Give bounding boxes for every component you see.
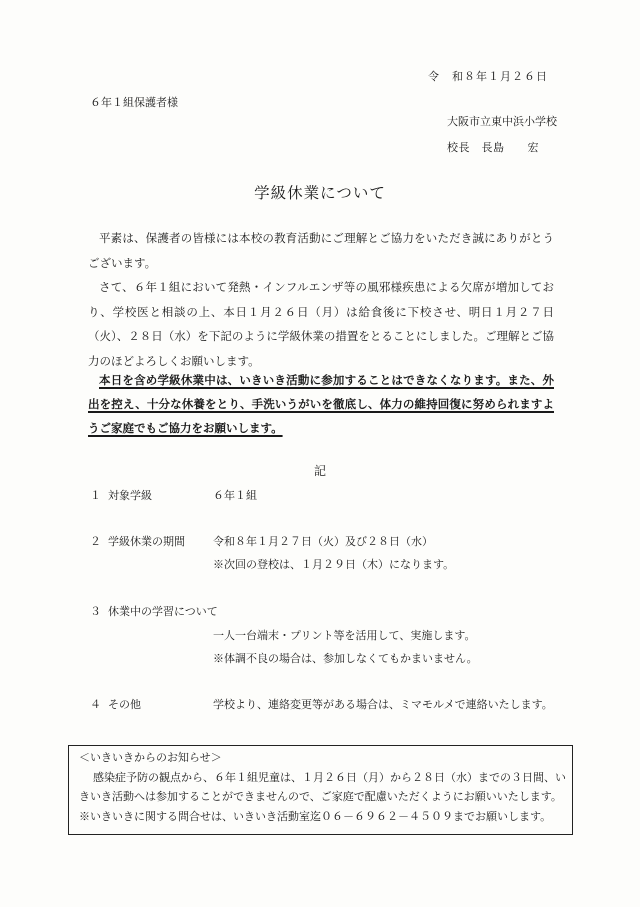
item-value: 学校より、連絡変更等がある場合は、ミマモルメで連絡いたします。 bbox=[213, 698, 553, 711]
item-value: ６年１組 bbox=[213, 489, 257, 502]
item-note: ※次回の登校は、１月２９日（木）になります。 bbox=[213, 558, 455, 571]
notice-contact-line: ※いきいきに関する問合せは、いきいき活動室迄０６－６９６２－４５０９までお願いします。 bbox=[79, 809, 552, 823]
item-label: 対象学級 bbox=[108, 489, 152, 502]
item-label: 休業中の学習について bbox=[108, 605, 218, 618]
item-label: その他 bbox=[108, 698, 141, 711]
notice-line: 感染症予防の観点から、６年１組児童は、１月２６日（月）から２８日（水）までの３日間、い bbox=[93, 770, 566, 784]
recipient: ６年１組保護者様 bbox=[90, 96, 178, 109]
important-notice-text: 本日を含め学級休業中は、いきいき活動に参加することはできなくなります。また、外出を控え、十分な休養をとり、手洗いうがいを徹底し、体力の維持回復に努められますようご家庭でもご協力をお願いします。 bbox=[88, 373, 554, 435]
principal-name: 校長 長島 宏 bbox=[447, 141, 539, 154]
page-title: 学級休業について bbox=[254, 184, 386, 202]
item-number: １ bbox=[90, 489, 101, 502]
item-number: ２ bbox=[90, 535, 101, 548]
ki-heading: 記 bbox=[313, 464, 326, 478]
ikiiki-notice-box bbox=[68, 745, 573, 835]
important-notice-paragraph bbox=[88, 368, 554, 440]
notice-line: きいき活動へは参加することができませんので、ご家庭で配慮いただくようにお願いいたします。 bbox=[79, 790, 562, 803]
item-note: ※体調不良の場合は、参加しなくてもかまいません。 bbox=[213, 652, 478, 665]
greeting-paragraph: 平素は、保護者の皆様には本校の教育活動にご理解とご協力をいただき誠にありがとうございます。 bbox=[88, 231, 554, 270]
document-date: 令 和８年１月２６日 bbox=[428, 70, 548, 83]
school-name: 大阪市立東中浜小学校 bbox=[447, 115, 557, 128]
item-value: 一人一台端末・プリント等を活用して、実施します。 bbox=[213, 629, 476, 642]
item-value: 令和８年１月２７日（火）及び２８日（水） bbox=[213, 535, 433, 548]
announcement-paragraph: さて、６年１組において発熱・インフルエンザ等の風邪様疾患による欠席が増加しており、学校医と相談の上、本日１月２６日（月）は給食後に下校させ、明日１月２７日（火）、２８日（水）を下記のように学級休業の措置をとることにしました。ご理解とご協力のほどよろしくお願いします。 bbox=[88, 280, 554, 368]
item-number: ４ bbox=[90, 698, 101, 711]
item-number: ３ bbox=[90, 605, 101, 618]
item-label: 学級休業の期間 bbox=[108, 535, 185, 548]
notice-heading: ＜いきいきからのお知らせ＞ bbox=[79, 751, 222, 764]
